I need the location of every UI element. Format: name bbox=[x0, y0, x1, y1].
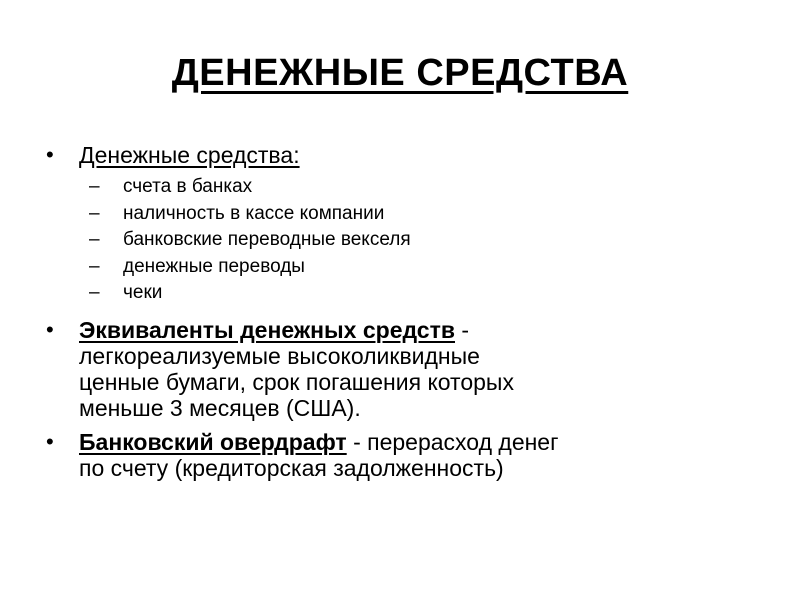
list-item bbox=[89, 201, 666, 228]
bullet-icon: • bbox=[46, 428, 54, 454]
bullet-cash bbox=[46, 142, 666, 168]
list-item bbox=[89, 227, 666, 254]
dash-icon: – bbox=[89, 282, 100, 303]
bullet-overdraft bbox=[46, 429, 666, 481]
bullet-icon: • bbox=[46, 142, 54, 167]
equivalents-definition-line3: меньше 3 месяцев (США). bbox=[79, 394, 361, 421]
overdraft-definition-line1: - перерасход денег bbox=[346, 428, 559, 455]
equivalents-term: Эквиваленты денежных средств bbox=[79, 316, 455, 343]
list-item-text: чеки bbox=[123, 282, 163, 303]
cash-heading: Денежные средства: bbox=[79, 142, 300, 168]
bullet-equivalents bbox=[46, 317, 666, 421]
slide-content bbox=[46, 142, 666, 483]
list-item-text: банковские переводные векселя bbox=[123, 229, 411, 250]
list-item-text: денежные переводы bbox=[123, 255, 305, 277]
equivalents-definition-line1: - легкореализуемые высоколиквидные bbox=[79, 316, 480, 369]
list-item bbox=[89, 174, 666, 201]
dash-icon: – bbox=[89, 229, 100, 250]
list-item-text: счета в банках bbox=[123, 176, 253, 197]
slide-title: ДЕНЕЖНЫЕ СРЕДСТВА bbox=[171, 52, 629, 94]
equivalents-definition-line2: ценные бумаги, срок погашения которых bbox=[79, 368, 514, 395]
overdraft-term: Банковский овердрафт bbox=[79, 428, 347, 455]
list-item bbox=[89, 280, 666, 307]
list-item-text: наличность в кассе компании bbox=[123, 202, 385, 224]
list-item bbox=[89, 254, 666, 281]
overdraft-definition-line2: по счету (кредиторская задолженность) bbox=[79, 454, 504, 481]
dash-icon: – bbox=[89, 176, 100, 197]
bullet-icon: • bbox=[46, 316, 54, 342]
cash-sub-list bbox=[46, 174, 666, 307]
dash-icon: – bbox=[89, 255, 100, 277]
dash-icon: – bbox=[89, 202, 100, 224]
